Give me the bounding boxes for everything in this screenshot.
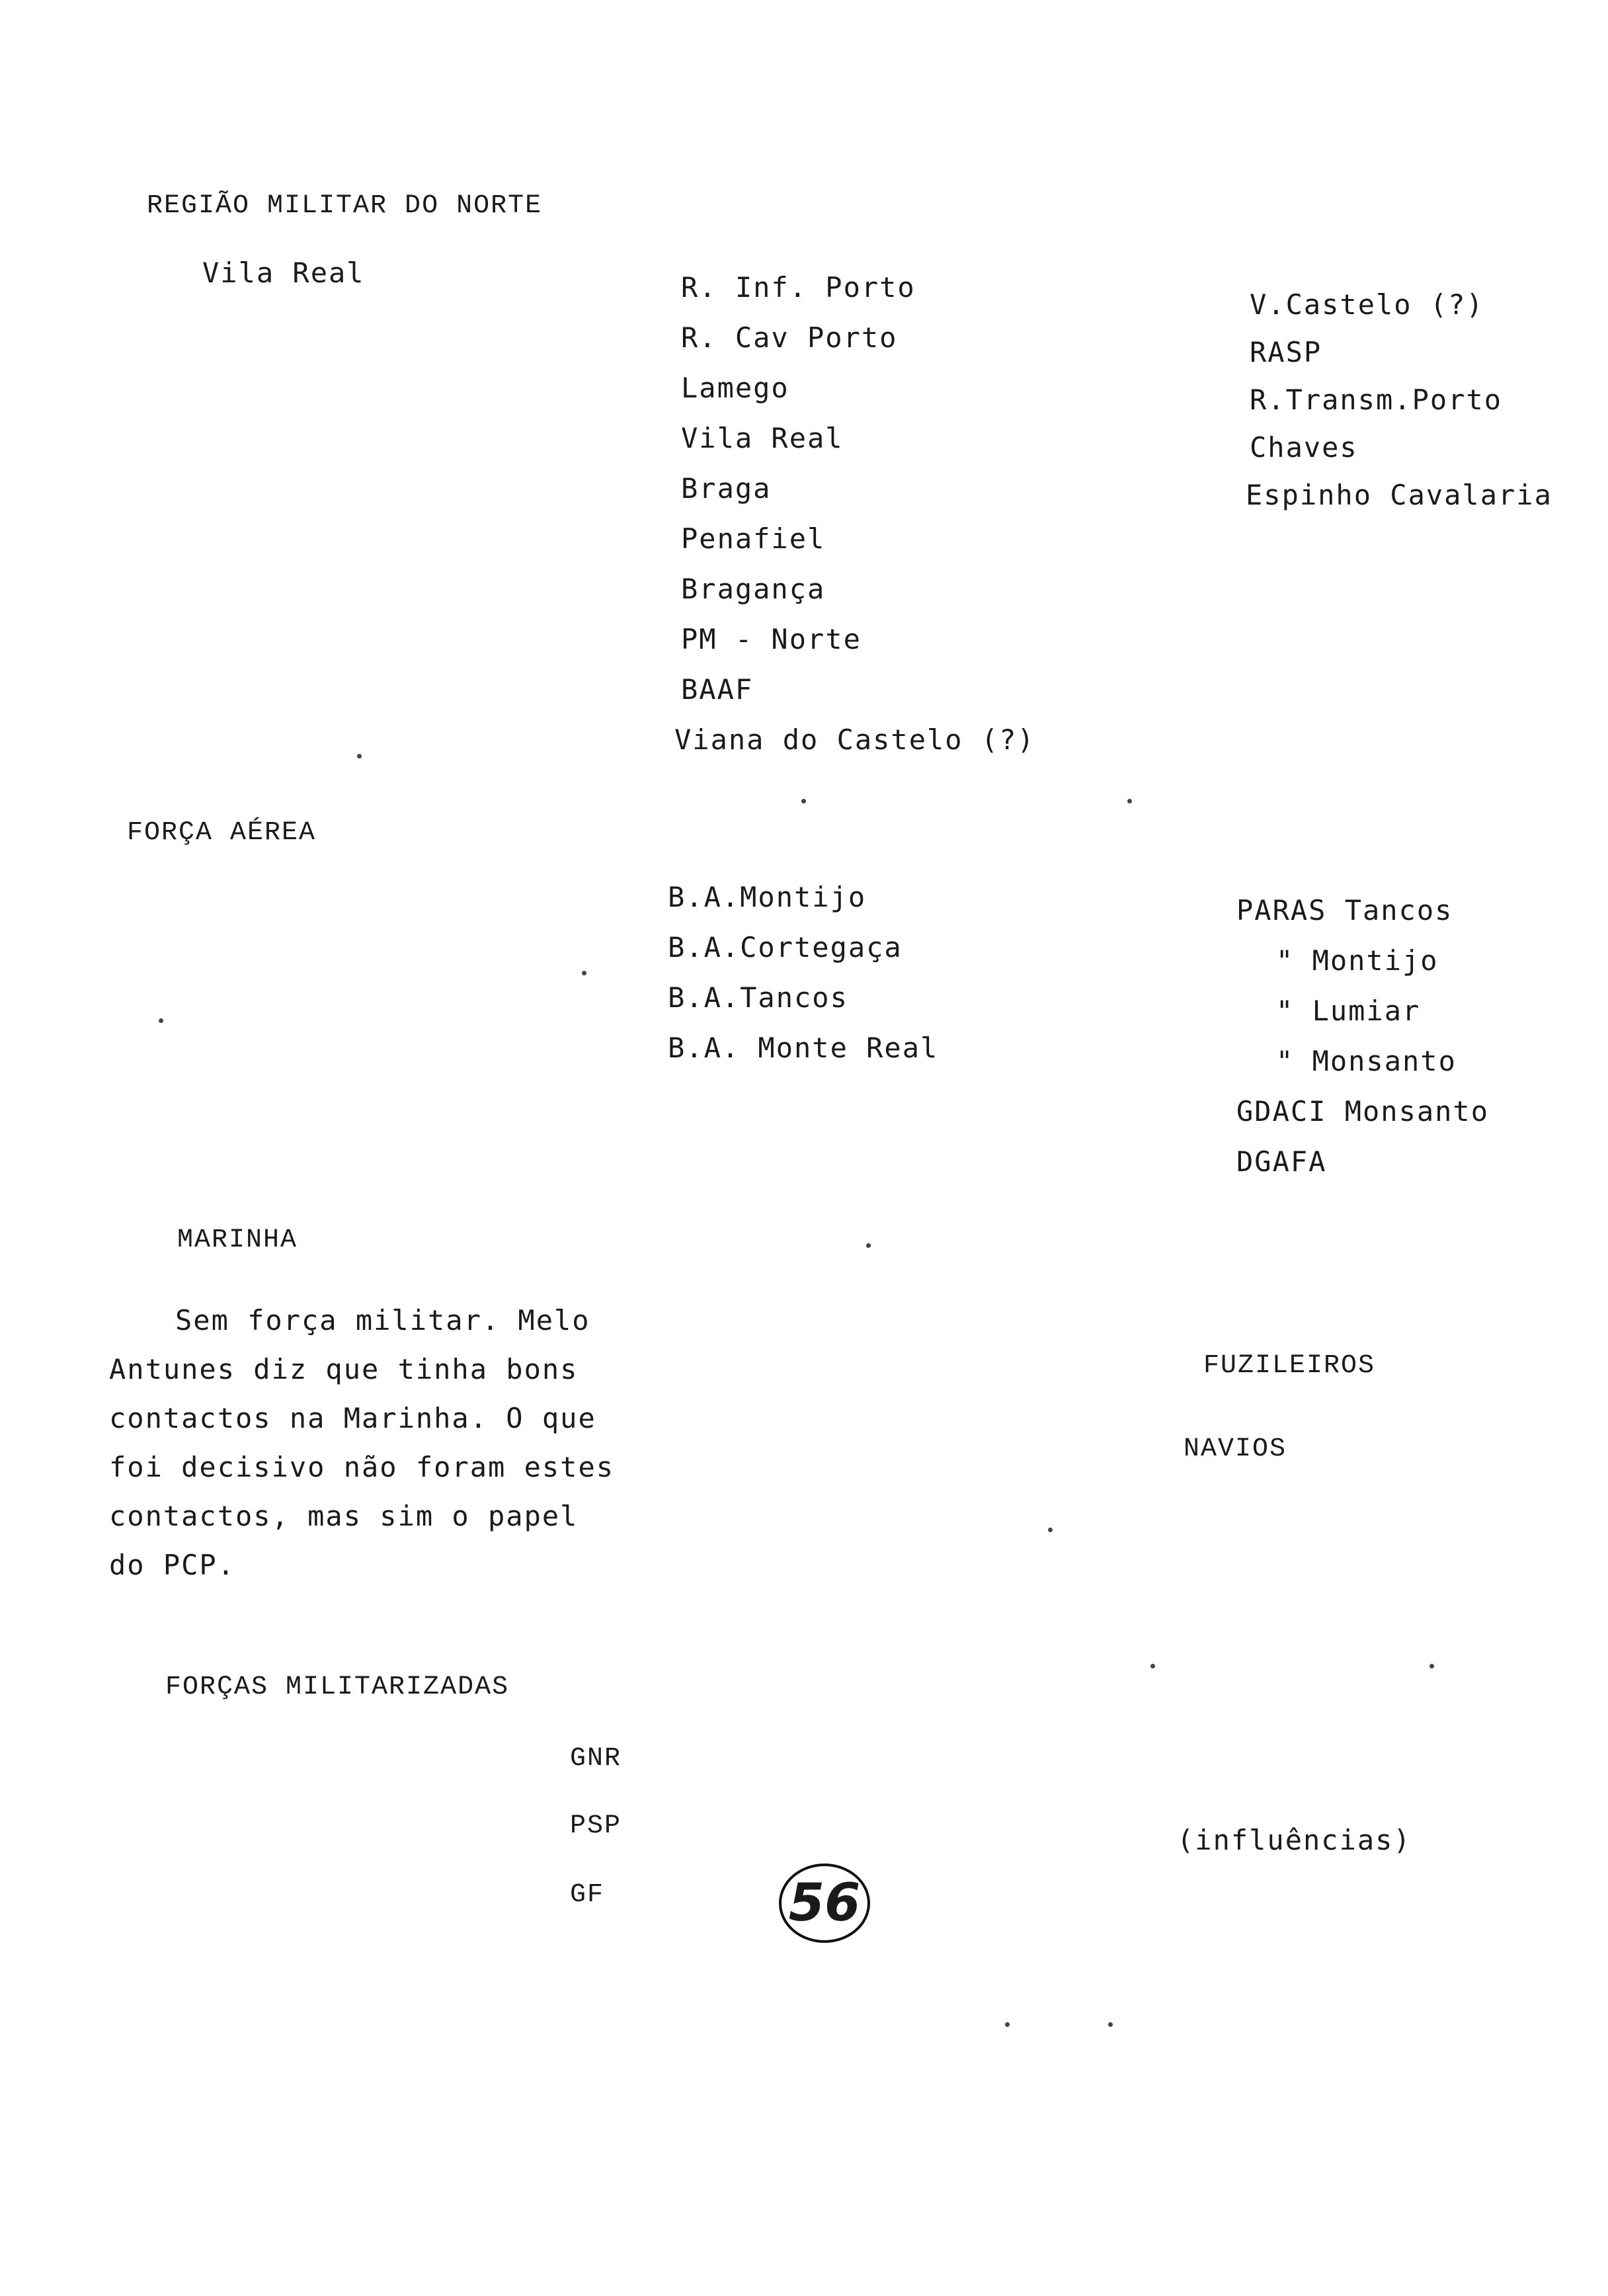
list-item: R. Inf. Porto: [681, 271, 916, 304]
scan-speck: [1005, 2022, 1010, 2027]
scan-speck: [582, 971, 586, 975]
militarizadas-item: GNR: [570, 1744, 622, 1774]
list-item: PARAS Tancos: [1236, 894, 1453, 926]
list-item: BAAF: [681, 673, 754, 706]
list-item: Lamego: [681, 372, 789, 404]
paragraph-line: Sem força militar. Melo: [175, 1304, 590, 1336]
list-item: B.A.Tancos: [668, 981, 848, 1014]
militarizadas-item: GF: [570, 1880, 605, 1910]
marinha-navios: NAVIOS: [1184, 1434, 1287, 1464]
scan-speck: [1108, 2022, 1113, 2027]
scan-speck: [866, 1243, 871, 1248]
militarizadas-item: PSP: [570, 1811, 622, 1841]
section-title-forcas-militarizadas: FORÇAS MILITARIZADAS: [165, 1672, 510, 1702]
scan-speck: [1150, 1664, 1155, 1668]
scan-speck: [1048, 1528, 1053, 1532]
list-item: R.Transm.Porto: [1250, 384, 1503, 416]
page-number: 56: [779, 1864, 870, 1943]
section-title-marinha: MARINHA: [177, 1225, 298, 1255]
scan-speck: [159, 1018, 163, 1023]
marinha-fuzileiros: FUZILEIROS: [1203, 1351, 1376, 1381]
section-title-forca-aerea: FORÇA AÉREA: [127, 818, 317, 848]
marinha-paragraph: [109, 1296, 691, 1590]
list-item: R. Cav Porto: [681, 321, 898, 354]
scan-speck: [357, 754, 362, 758]
scan-speck: [1429, 1664, 1434, 1668]
list-item: PM - Norte: [681, 623, 862, 655]
militarizadas-note: (influências): [1177, 1824, 1412, 1856]
list-item: B.A.Cortegaça: [668, 931, 903, 964]
list-item: " Montijo: [1276, 944, 1439, 977]
list-item: " Monsanto: [1276, 1045, 1457, 1077]
list-item: DGAFA: [1236, 1145, 1327, 1178]
list-item: Penafiel: [681, 522, 826, 555]
list-item: Chaves: [1250, 431, 1358, 464]
list-item: RASP: [1250, 336, 1322, 368]
regiao-norte-left-item: Vila Real: [202, 257, 365, 289]
list-item: B.A. Monte Real: [668, 1032, 939, 1064]
list-item: " Lumiar: [1276, 995, 1421, 1027]
section-title-regiao-norte: REGIÃO MILITAR DO NORTE: [147, 191, 543, 221]
list-item: B.A.Montijo: [668, 881, 867, 913]
regiao-norte-mid-list: [674, 271, 1035, 776]
list-item: Bragança: [681, 573, 826, 605]
regiao-norte-right-list: [1246, 288, 1552, 529]
list-item: V.Castelo (?): [1250, 288, 1484, 321]
paragraph-line: foi decisivo não foram estes: [109, 1451, 615, 1483]
list-item: Espinho Cavalaria: [1246, 479, 1552, 511]
scan-speck: [1127, 799, 1132, 803]
scan-speck: [801, 799, 806, 803]
list-item: Viana do Castelo (?): [674, 723, 1035, 756]
paragraph-line: contactos, mas sim o papel: [109, 1500, 579, 1532]
forca-aerea-mid-list: [668, 883, 938, 1085]
paragraph-line: contactos na Marinha. O que: [109, 1402, 596, 1434]
list-item: Vila Real: [681, 422, 844, 454]
paragraph-line: do PCP.: [109, 1549, 236, 1581]
forca-aerea-right-list: [1236, 894, 1490, 1198]
paragraph-line: Antunes diz que tinha bons: [109, 1353, 579, 1385]
list-item: Braga: [681, 472, 772, 505]
list-item: GDACI Monsanto: [1236, 1095, 1490, 1128]
